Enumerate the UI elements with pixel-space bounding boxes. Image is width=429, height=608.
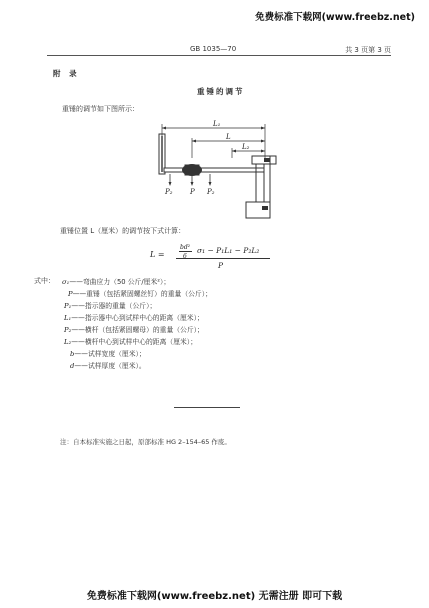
label-l: L [226, 133, 231, 141]
formula-lhs: L = [150, 250, 165, 259]
fraction-bar [176, 258, 270, 259]
page-info: 共 3 页第 3 页 [345, 46, 391, 54]
definition-item: d——试样厚度（厘米）。 [70, 362, 146, 370]
definition-item: b——试样宽度（厘米）； [70, 350, 146, 358]
appendix-label: 附 录 [53, 69, 80, 78]
site-banner-bottom: 免费标准下载网(www.freebz.net) 无需注册 即可下载 [86, 591, 343, 602]
formula-denominator: P [218, 261, 224, 270]
section-title: 重锤的调节 [197, 87, 245, 96]
formula-intro: 重锤位置 L（厘米）的调节按下式计算： [60, 227, 186, 235]
dimension-arrows [162, 127, 265, 153]
definition-item: P——重锤（包括紧固螺丝钉）的重量（公斤）； [68, 290, 212, 298]
formula-frac-den: 6 [183, 253, 187, 260]
label-l1: L₁ [213, 120, 221, 128]
label-p2-left: P₂ [165, 188, 173, 196]
definition-item: P₂——横杆（包括紧固螺母）的重量（公斤）； [64, 326, 204, 334]
label-l2: L₂ [242, 143, 250, 151]
footnote: 注：自本标准实施之日起，原部标准 HG 2–154–65 作废。 [60, 438, 231, 446]
separator-line [174, 407, 240, 408]
site-banner-top: 免费标准下载网(www.freebz.net) [255, 12, 415, 23]
intro-text: 重锤的调节如下图所示： [62, 105, 139, 113]
weight-adjustment-diagram [150, 118, 280, 220]
definition-item: σ₁——弯曲应力（50 公斤/厘米²）； [62, 278, 171, 286]
formula-frac-num: bd² [180, 244, 191, 251]
formula-numerator: σ₁ − P₁L₁ − P₂L₂ [197, 246, 260, 255]
definition-item: P₁——指示器的重量（公斤）； [64, 302, 157, 310]
standard-number: GB 1035—70 [190, 45, 237, 53]
definition-item: L₂——横杆中心到试样中心的距离（厘米）； [64, 338, 197, 346]
definition-item: L₁——指示器中心到试样中心的距离（厘米）； [64, 314, 204, 322]
label-p: P [190, 188, 195, 196]
dimension-lines [162, 124, 265, 158]
where-label: 式中： [34, 277, 55, 285]
label-p2-right: P₂ [207, 188, 215, 196]
specimen-holder [246, 156, 276, 218]
header-rule [47, 55, 391, 56]
horizontal-bar [164, 168, 264, 172]
